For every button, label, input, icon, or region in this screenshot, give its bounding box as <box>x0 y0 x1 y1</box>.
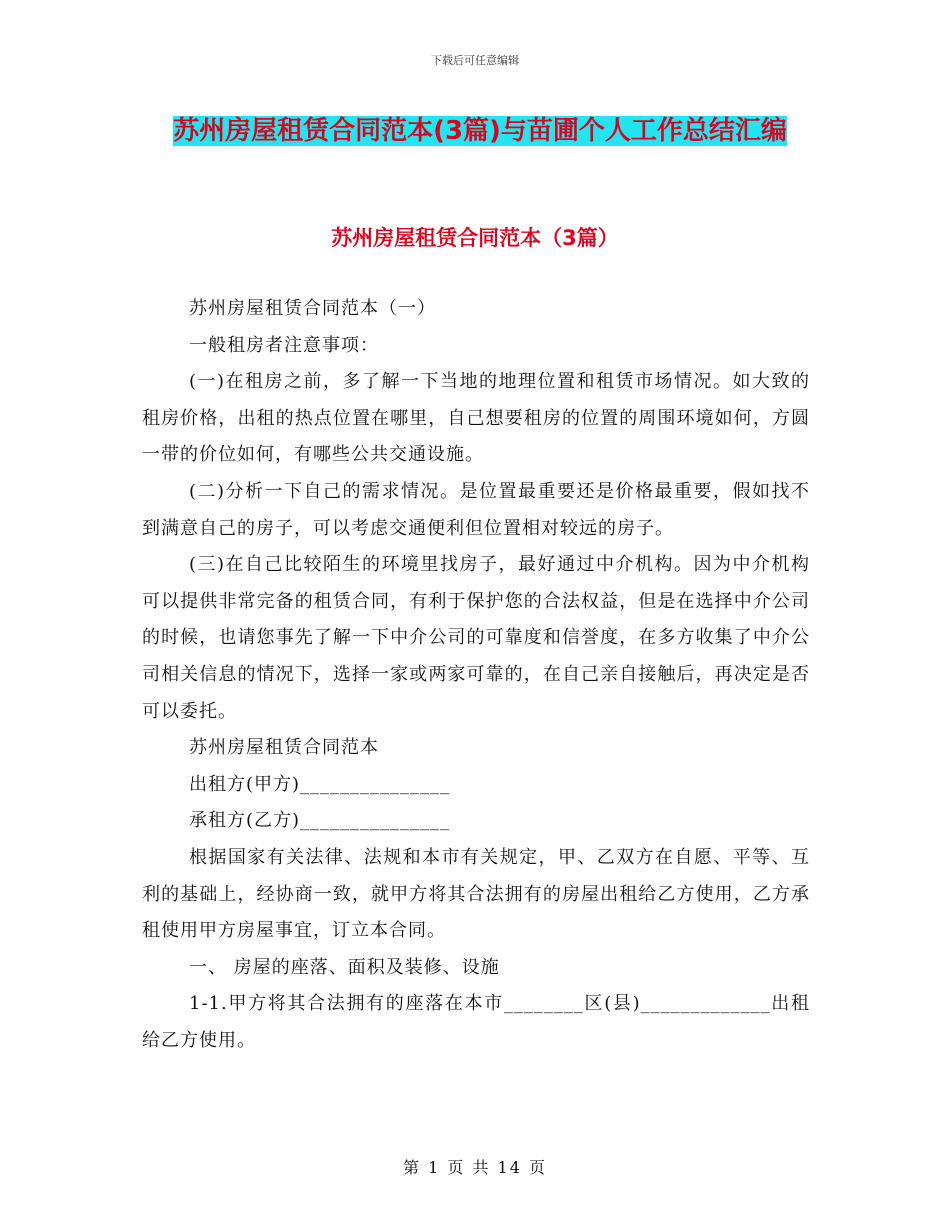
paragraph-lessor: 出租方(甲方)_______________ <box>189 773 451 795</box>
section-title: 苏州房屋租赁合同范本（3篇） <box>331 226 619 250</box>
paragraph-notice-heading: 一般租房者注意事项： <box>189 334 379 356</box>
paragraph-notice-2: (二)分析一下自己的需求情况。是位置最重要还是价格最重要，假如找不到满意自己的房子，可以考虑交通便利但位置相对较远的房子。 <box>142 480 810 539</box>
page-footer: 第 1 页 共 14 页 <box>403 1158 547 1177</box>
paragraph-notice-3: (三)在自己比较陌生的环境里找房子，最好通过中介机构。因为中介机构可以提供非常完备的租赁合同，有利于保护您的合法权益，但是在选择中介公司的时候，也请您事先了解一下中介公司的可靠度和信誉度，在多方收集了中介公司相关信息的情况下，选择一家或两家可靠的，在自己亲自接触后，再决定是否可以委托。 <box>142 554 810 722</box>
paragraph-preamble: 根据国家有关法律、法规和本市有关规定，甲、乙双方在自愿、平等、互利的基础上，经协商一致，就甲方将其合法拥有的房屋出租给乙方使用，乙方承租使用甲方房屋事宜，订立本合同。 <box>142 846 810 942</box>
paragraph-clause-1-1: 1-1.甲方将其合法拥有的座落在本市________区(县)_____________出租给乙方使用。 <box>142 993 810 1051</box>
header-note: 下载后可任意编辑 <box>431 54 519 67</box>
document-title <box>140 105 820 157</box>
document-title-text: 苏州房屋租赁合同范本(3篇)与苗圃个人工作总结汇编 <box>173 116 787 146</box>
paragraph-lessee: 承租方(乙方)_______________ <box>189 810 451 832</box>
paragraph-subtitle: 苏州房屋租赁合同范本（一） <box>189 298 436 319</box>
paragraph-contract-title: 苏州房屋租赁合同范本 <box>189 737 379 759</box>
document-body <box>142 291 810 1059</box>
paragraph-clause-1-heading: 一、 房屋的座落、面积及装修、设施 <box>189 956 500 978</box>
paragraph-notice-1: (一)在租房之前，多了解一下当地的地理位置和租赁市场情况。如大致的租房价格，出租的热点位置在哪里，自己想要租房的位置的周围环境如何，方圆一带的价位如何，有哪些公共交通设施。 <box>142 371 810 466</box>
